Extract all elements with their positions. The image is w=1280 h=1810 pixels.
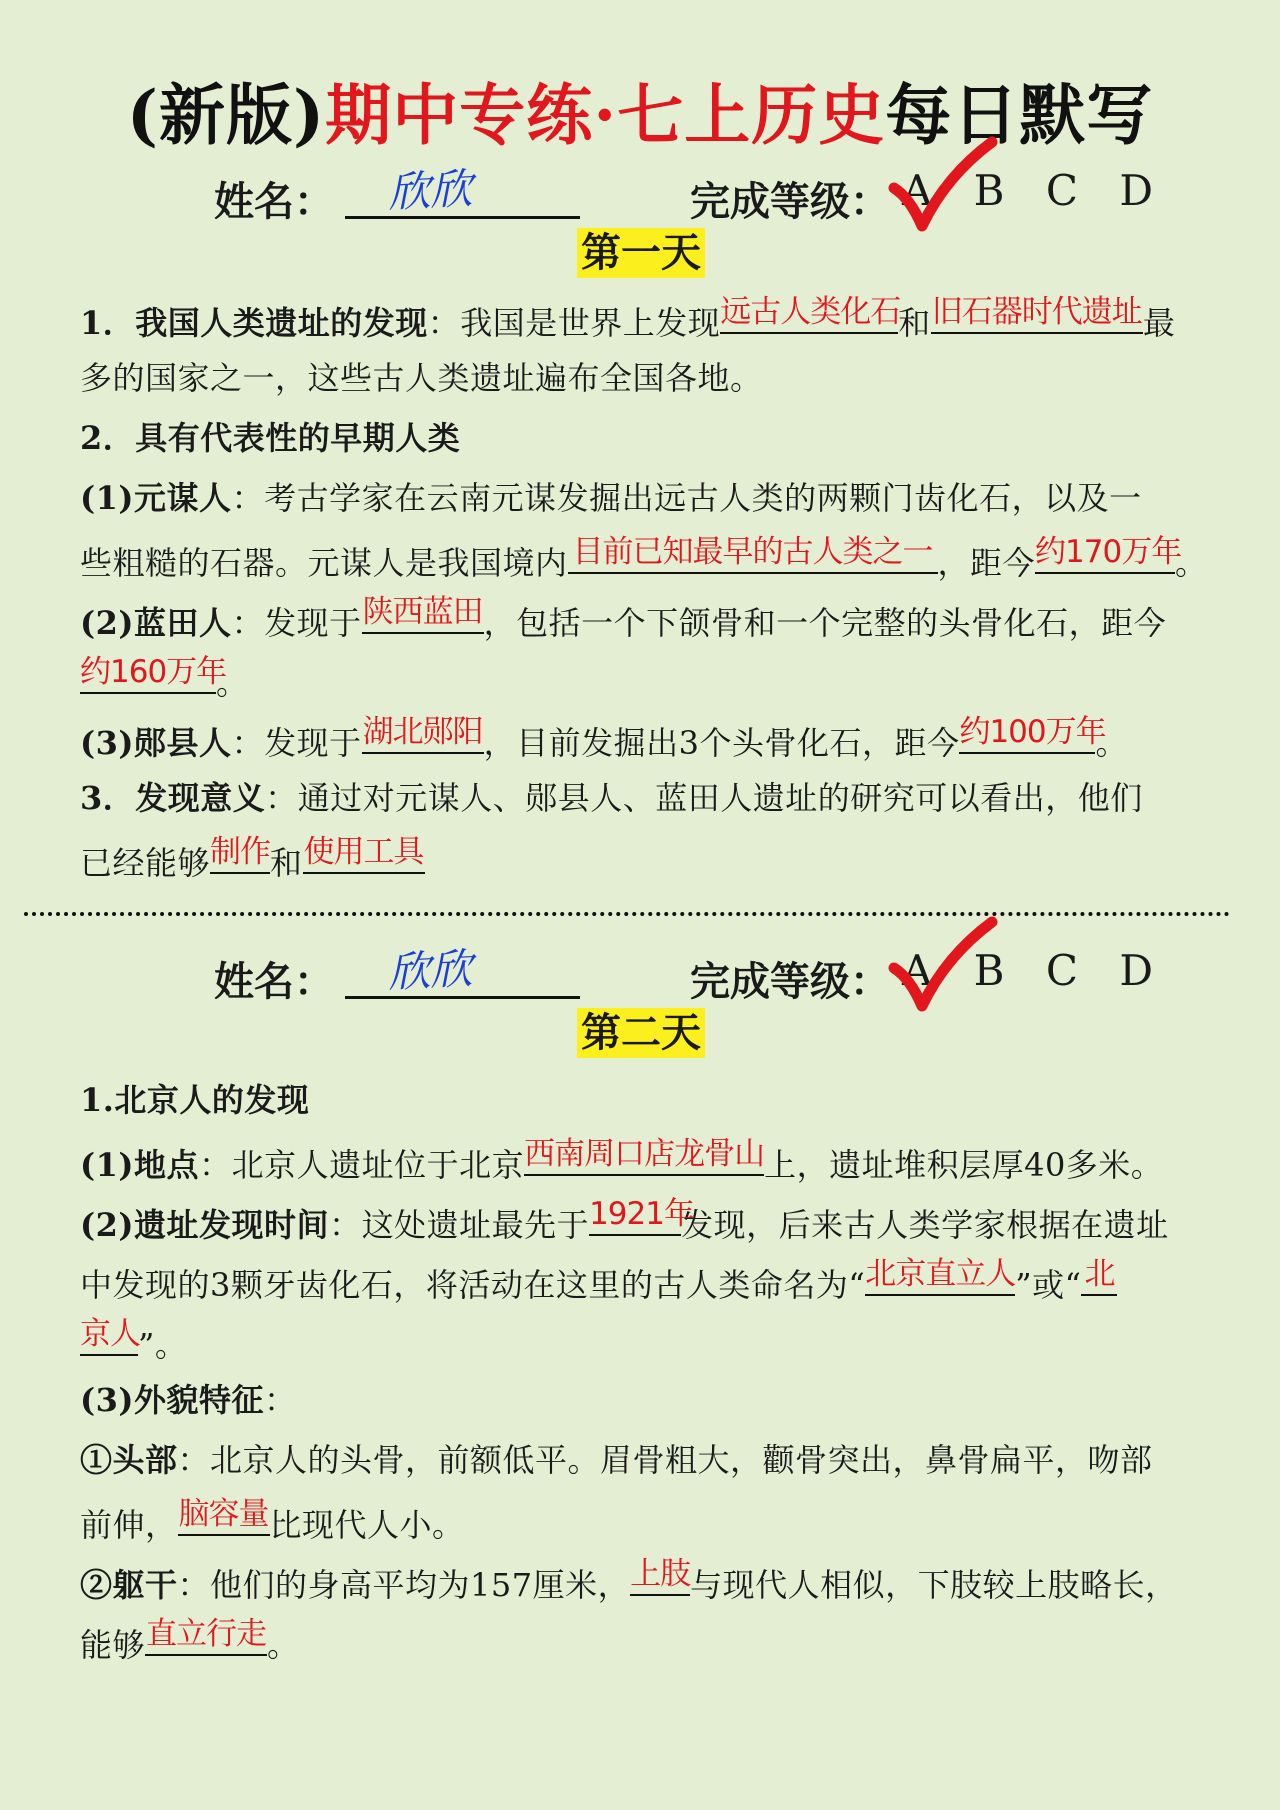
answer-text: 使用工具 xyxy=(303,834,424,870)
student-header-day1 xyxy=(0,164,1280,224)
grade-label: 完成等级： xyxy=(690,958,890,1005)
answer-blank xyxy=(145,1618,267,1656)
answer-blank xyxy=(589,1196,694,1236)
answer-text: 脑容量 xyxy=(178,1496,269,1532)
text: ”或“ xyxy=(1015,1266,1082,1304)
answer-text: 旧石器时代遗址 xyxy=(931,294,1142,330)
answer-text: 制作 xyxy=(210,834,271,870)
student-header-day2 xyxy=(0,944,1280,1004)
text: ：这处遗址最先于 xyxy=(329,1206,590,1244)
heading-text: 2．具有代表性的早期人类 xyxy=(80,419,461,457)
text: ，距今 xyxy=(937,544,1036,582)
answer-text: 西南周口店龙骨山 xyxy=(524,1136,765,1172)
answer-blank xyxy=(178,1498,270,1536)
text: ：他们的身高平均为157厘米， xyxy=(177,1566,631,1604)
answer-blank xyxy=(524,1138,764,1176)
name-label: 姓名： xyxy=(214,958,334,1005)
answer-text: 目前已知最早的古人类之一 xyxy=(572,534,933,570)
name-value: 欣欣 xyxy=(386,163,474,218)
item-label: (3)郧县人 xyxy=(80,724,232,762)
text: 比现代人小。 xyxy=(269,1506,465,1544)
answer-blank xyxy=(362,596,484,634)
text: 和 xyxy=(270,844,303,882)
d1-yuanmou-line1 xyxy=(80,476,1220,520)
item-label: (1)元谋人 xyxy=(80,479,232,517)
text: 中发现的3颗牙齿化石，将活动在这里的古人类命名为“ xyxy=(80,1266,866,1304)
item-label: ①头部 xyxy=(80,1441,178,1479)
answer-text: 直立行走 xyxy=(146,1616,267,1652)
d1-q2-heading xyxy=(80,416,1220,460)
text: 和 xyxy=(898,304,931,342)
text: 已经能够 xyxy=(80,844,211,882)
text: ： xyxy=(264,1381,297,1419)
item-label: (3)外貌特征 xyxy=(80,1381,265,1419)
d2-q1-heading xyxy=(80,1078,1220,1122)
text: ：北京人遗址位于北京 xyxy=(199,1146,525,1184)
answer-text: 1921年 xyxy=(589,1196,694,1232)
answer-blank xyxy=(630,1558,690,1596)
answer-text: 北京直立人 xyxy=(865,1256,1016,1292)
d1-lantian-line2 xyxy=(80,656,1220,705)
title-highlight: 期中专练·七上历史 xyxy=(325,76,886,154)
page-title xyxy=(0,62,1280,157)
answer-blank xyxy=(959,714,1106,754)
answer-text: 湖北郧阳 xyxy=(362,714,483,750)
d2-time-line2 xyxy=(80,1258,1220,1307)
answer-blank xyxy=(568,536,938,574)
text: ：通过对元谋人、郧县人、蓝田人遗址的研究可以看出，他们 xyxy=(265,779,1143,817)
text: 。 xyxy=(267,1626,300,1664)
checkmark-icon xyxy=(888,136,998,236)
day1-label: 第一天 xyxy=(577,228,705,278)
answer-blank xyxy=(931,296,1143,334)
d1-yuanmou-line2 xyxy=(80,536,1220,585)
d1-yunxian-line xyxy=(80,716,1220,765)
d2-head-line1 xyxy=(80,1438,1220,1482)
heading-text: 1.北京人的发现 xyxy=(80,1081,310,1119)
grade-options: A B C D xyxy=(902,946,1168,995)
answer-blank xyxy=(210,836,270,874)
d1-q1-line1 xyxy=(80,296,1220,345)
answer-blank xyxy=(1035,534,1182,574)
title-prefix: (新版) xyxy=(126,76,326,154)
d2-place-line xyxy=(80,1138,1220,1187)
text: 些粗糙的石器。元谋人是我国境内 xyxy=(80,544,568,582)
answer-text: 约160万年 xyxy=(80,654,227,690)
text: ：考古学家在云南元谋发掘出远古人类的两颗门齿化石，以及一 xyxy=(231,479,1142,517)
answer-blank xyxy=(865,1258,1015,1296)
item-label: ②躯干 xyxy=(80,1566,178,1604)
grade-options: A B C D xyxy=(902,166,1168,215)
answer-blank xyxy=(362,716,484,754)
d2-features-heading xyxy=(80,1378,1220,1422)
day2-label: 第二天 xyxy=(577,1008,705,1058)
answer-text: 京人 xyxy=(80,1316,140,1352)
text: 发现，后来古人类学家根据在遗址 xyxy=(681,1206,1169,1244)
item-label: (2)遗址发现时间 xyxy=(80,1206,330,1244)
grade-label: 完成等级： xyxy=(690,178,890,225)
d1-q3-line1 xyxy=(80,776,1220,820)
d1-q1-line2 xyxy=(80,356,1220,400)
text: 多的国家之一，这些古人类遗址遍布全国各地。 xyxy=(80,359,763,397)
d1-q1-heading: 1．我国人类遗址的发现 xyxy=(80,304,428,342)
d2-head-line2 xyxy=(80,1498,1220,1547)
text: ：发现于 xyxy=(231,724,362,762)
text: ：我国是世界上发现 xyxy=(427,304,721,342)
answer-text: 约170万年 xyxy=(1035,534,1182,570)
title-suffix: 每日默写 xyxy=(885,76,1154,154)
text: 。 xyxy=(216,664,249,702)
text: 。 xyxy=(1095,724,1128,762)
text: 。 xyxy=(1175,544,1208,582)
section-divider xyxy=(24,912,1230,916)
text: 最 xyxy=(1142,304,1176,342)
name-value: 欣欣 xyxy=(386,943,474,998)
d1-lantian-line1 xyxy=(80,596,1220,645)
text: 前伸， xyxy=(80,1506,178,1544)
text: 与现代人相似，下肢较上肢略长， xyxy=(690,1566,1178,1604)
answer-blank xyxy=(303,836,425,874)
text: ”。 xyxy=(138,1326,188,1364)
name-underline xyxy=(345,216,580,219)
answer-text: 上肢 xyxy=(630,1556,691,1592)
text: ，包括一个下颌骨和一个完整的头骨化石，距今 xyxy=(483,604,1167,642)
answer-text: 远古人类化石 xyxy=(720,294,901,330)
answer-text: 陕西蓝田 xyxy=(362,594,483,630)
item-label: (1)地点 xyxy=(80,1146,200,1184)
d2-torso-line2 xyxy=(80,1618,1220,1667)
answer-text: 北 xyxy=(1084,1256,1115,1292)
checkmark-icon xyxy=(888,916,998,1016)
d2-torso-line1 xyxy=(80,1558,1220,1607)
item-label: (2)蓝田人 xyxy=(80,604,232,642)
answer-blank xyxy=(80,1318,138,1356)
answer-blank xyxy=(80,654,227,694)
d1-q3-line2 xyxy=(80,836,1220,885)
answer-blank xyxy=(720,294,901,334)
text: 上，遗址堆积层厚40多米。 xyxy=(764,1146,1164,1184)
text: ：北京人的头骨，前额低平。眉骨粗大，颧骨突出，鼻骨扁平，吻部 xyxy=(177,1441,1153,1479)
heading-text: 3．发现意义 xyxy=(80,779,266,817)
d2-time-line1 xyxy=(80,1198,1220,1247)
name-underline xyxy=(345,996,580,999)
answer-text: 约100万年 xyxy=(959,714,1106,750)
text: 能够 xyxy=(80,1626,146,1664)
text: ：发现于 xyxy=(231,604,362,642)
answer-blank xyxy=(1081,1258,1117,1296)
text: ，目前发掘出3个头骨化石，距今 xyxy=(483,724,960,762)
name-label: 姓名： xyxy=(214,178,334,225)
d2-time-line3 xyxy=(80,1318,1220,1367)
